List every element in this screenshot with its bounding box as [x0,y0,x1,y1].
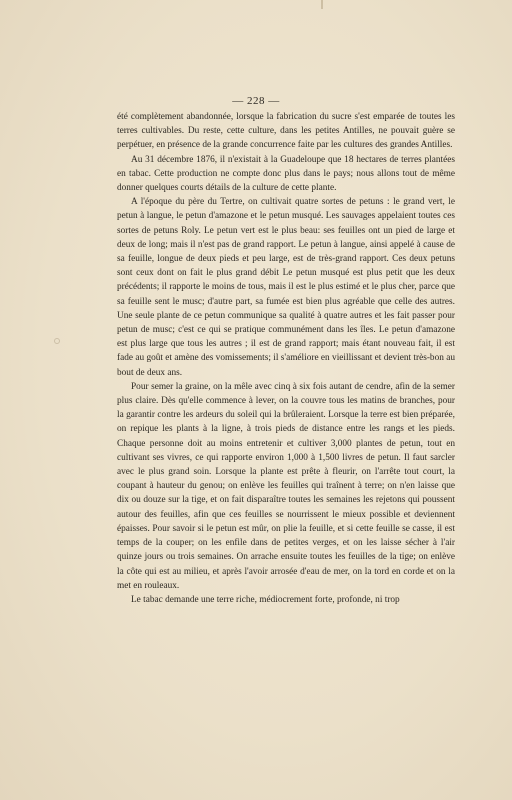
binding-mark [321,0,323,9]
paragraph: Le tabac demande une terre riche, médiocrement forte, profonde, ni trop [131,594,400,605]
margin-blemish [54,338,60,344]
body-text [117,110,455,607]
paragraph: été complètement abandonnée, lorsque la fabrication du sucre s'est emparée de toutes les terres cultivables. Du reste, cette culture, dans les petites Antilles, ne pouvait guère se perpétuer, en présence de la grande concurrence faite par les cultures des grandes Antilles. [117,112,455,151]
page-number: — 228 — [232,95,280,107]
paragraph: A l'époque du père du Tertre, on cultivait quatre sortes de petuns : le grand vert, le petun à langue, le petun d'amazone et le petun musqué. Les sauvages appelaient toutes ces sortes de petuns Roly. Le petun vert est le plus beau: ses feuilles ont un pied de large et deux de long; mais il n'est pas de grand rapport. Le petun à langue, ainsi appelé à cause de sa feuille, longue de deux pieds et peu large, est de très-grand rapport. Ces deux petuns sont ceux dont on fait le plus grand débit Le petun musqué est plus petit que les deux précédents; il rapporte le moins de tous, mais il est le plus estimé et le plus cher, parce que sa feuille sent le musc; d'autre part, sa fumée est bien plus agréable que celle des autres. Une seule plante de ce petun communique sa qualité à quatre autres et les fait passer pour petun de musc; c'est ce qui se pratique communément dans les îles. Le petun d'amazone est plus large que tous les autres ; il est de grand rapport; mais étant nouveau fait, il est fade au goût et amène des vomissements; il s'améliore en vieillissant et devient très-bon au bout de deux ans. [117,197,455,378]
paragraph: Au 31 décembre 1876, il n'existait à la Guadeloupe que 18 hectares de terres plantées en tabac. Cette production ne compte donc plus dans le pays; nous allons tout de même donner quelques courts détails de la culture de cette plante. [117,154,455,194]
paragraph: Pour semer la graine, on la mêle avec cinq à six fois autant de cendre, afin de la semer plus claire. Dès qu'elle commence à lever, on la couvre tous les matins de branches, pour la garantir contre les ardeurs du soleil qui la brûleraient. Lorsque la terre est bien préparée, on repique les plants à la ligne, à trois pieds de distance entre les rangs et les pieds. Chaque personne doit au moins entretenir et cultiver 3,000 plantes de petun, tout en cultivant ses vivres, ce qui rapporte environ 1,000 à 1,500 livres de petun. Il faut sarcler avec le plus grand soin. Lorsque la plante est prête à fleurir, on l'arrête tout court, la coupant à hauteur du genou; on enlève les feuilles qui traînent à terre; on n'en laisse que dix ou douze sur la tige, et on fait disparaître toutes les semaines les rejetons qui poussent autour des feuilles, afin que ces feuilles se nourrissent le mieux possible et deviennent épaisses. Pour savoir si le petun est mûr, on plie la feuille, et si cette feuille se casse, il est temps de la couper; on les enfile dans de petites verges, et on les laisse sécher à l'air quinze jours ou trois semaines. On arrache ensuite toutes les feuilles de la tige; on enlève la côte qui est au milieu, et après l'avoir arrosée d'eau de mer, on la tord en corde et on la met en rouleaux. [117,381,455,591]
